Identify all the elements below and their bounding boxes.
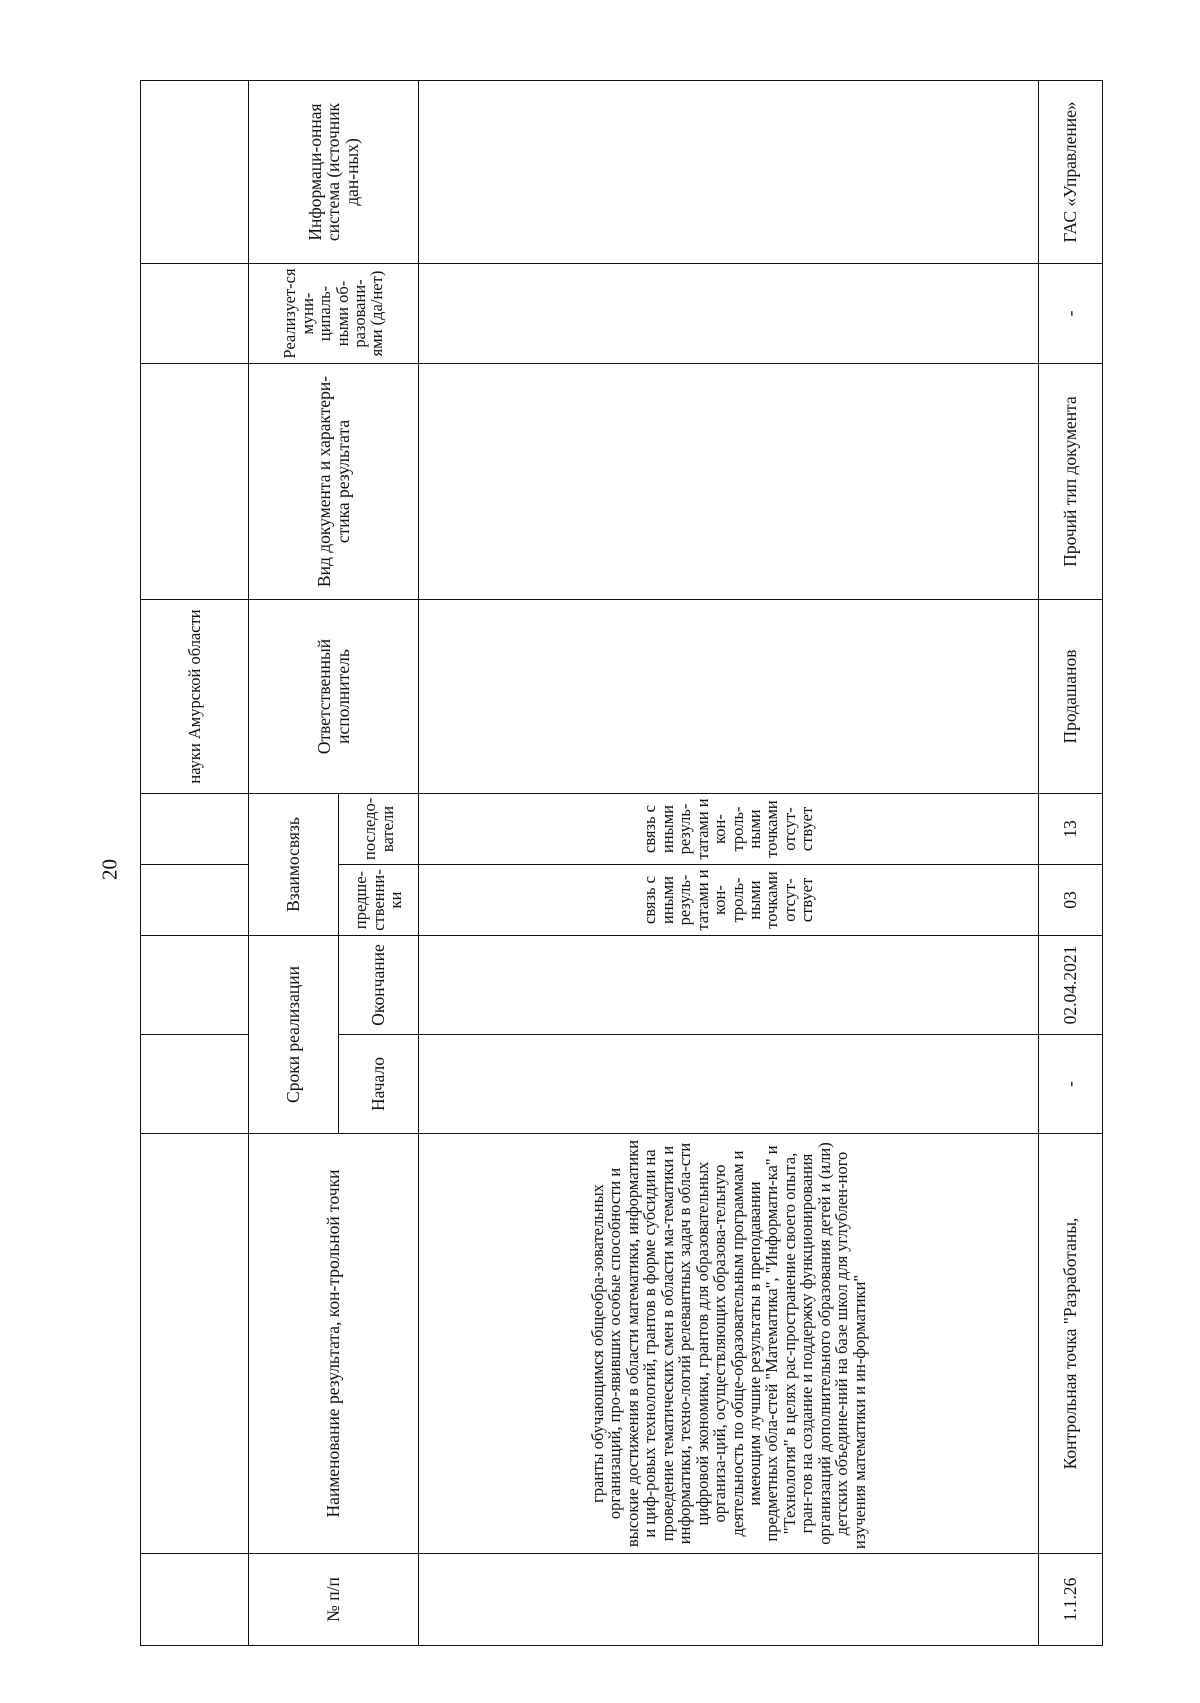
header-terms: Сроки реализации (249, 936, 339, 1134)
continuation-row (141, 81, 249, 1646)
cont-cell-end (141, 936, 249, 1035)
row1-predecessors: 03 (1039, 865, 1103, 936)
row0-predecessors: связь с иными резуль-татами и кон-троль-ными точками отсут-ствует (419, 865, 1039, 936)
header-doc-type: Вид документа и характери-стика результата (249, 364, 419, 600)
header-predecessors: предше-ственни-ки (339, 865, 419, 936)
header-row-1 (249, 81, 339, 1646)
row0-num (419, 1554, 1039, 1646)
cont-cell-municipal (141, 264, 249, 364)
cont-cell-name (141, 1134, 249, 1554)
table-row (1039, 81, 1103, 1646)
header-start: Начало (339, 1035, 419, 1134)
row1-num: 1.1.26 (1039, 1554, 1103, 1646)
row1-responsible: Продашанов (1039, 600, 1103, 794)
header-end: Окончание (339, 936, 419, 1035)
row0-name: гранты обучающимся общеобра-зовательных организаций, про-явивших особые способности и высокие достижения в области математики, информатики и циф-ровых технологий, грантов в форме субсидии на проведение тематических смен в области ма-тематики и информатики, техно-логий релевантных задач в обла-сти цифровой экономики, грантов для образовательных организа-ций, осуществляющих образова-тельную деятельность по обще-образовательным программам и имеющим лучшие результаты в преподавании предметных обла-стей "Математика", "Информати-ка" и "Технология" в целях рас-пространение своего опыта, гран-тов на создание и поддержку функционирования организаций дополнительного образования детей и (или) детских объедине-ний на базе школ для углублен-ного изучения математики и ин-форматики" (419, 1134, 1039, 1554)
cont-cell-info (141, 81, 249, 264)
row0-start (419, 1035, 1039, 1134)
row0-info-system (419, 81, 1039, 264)
row0-responsible (419, 600, 1039, 794)
row1-name: Контрольная точка "Разработаны, (1039, 1134, 1103, 1554)
header-municipal: Реализует-ся муни-ципаль-ными об-разовани-ями (да/нет) (249, 264, 419, 364)
header-info-system: Информаци-онная система (источник дан-ных) (249, 81, 419, 264)
cont-cell-doc (141, 364, 249, 600)
row1-start: - (1039, 1035, 1103, 1134)
header-num: № п/п (249, 1554, 419, 1646)
header-successors: последо-ватели (339, 794, 419, 865)
row0-end (419, 936, 1039, 1035)
rotated-table-sheet (140, 81, 1102, 1646)
row1-successors: 13 (1039, 794, 1103, 865)
row1-doc-type: Прочий тип документа (1039, 364, 1103, 600)
table-row (419, 81, 1039, 1646)
header-name: Наименование результата, кон-трольной точки (249, 1134, 419, 1554)
results-table (140, 80, 1103, 1646)
cont-cell-num (141, 1554, 249, 1646)
row1-municipal: - (1039, 264, 1103, 364)
cont-cell-pred (141, 865, 249, 936)
page-number: 20 (97, 859, 122, 880)
row1-info-system: ГАС «Управление» (1039, 81, 1103, 264)
header-responsible: Ответственный исполнитель (249, 600, 419, 794)
header-relation: Взаимосвязь (249, 794, 339, 936)
row0-doc-type (419, 364, 1039, 600)
cont-cell-responsible: науки Амурской области (141, 600, 249, 794)
row0-successors: связь с иными резуль-татами и кон-троль-ными точками отсут-ствует (419, 794, 1039, 865)
cont-cell-succ (141, 794, 249, 865)
cont-cell-start (141, 1035, 249, 1134)
row1-end: 02.04.2021 (1039, 936, 1103, 1035)
row0-municipal (419, 264, 1039, 364)
